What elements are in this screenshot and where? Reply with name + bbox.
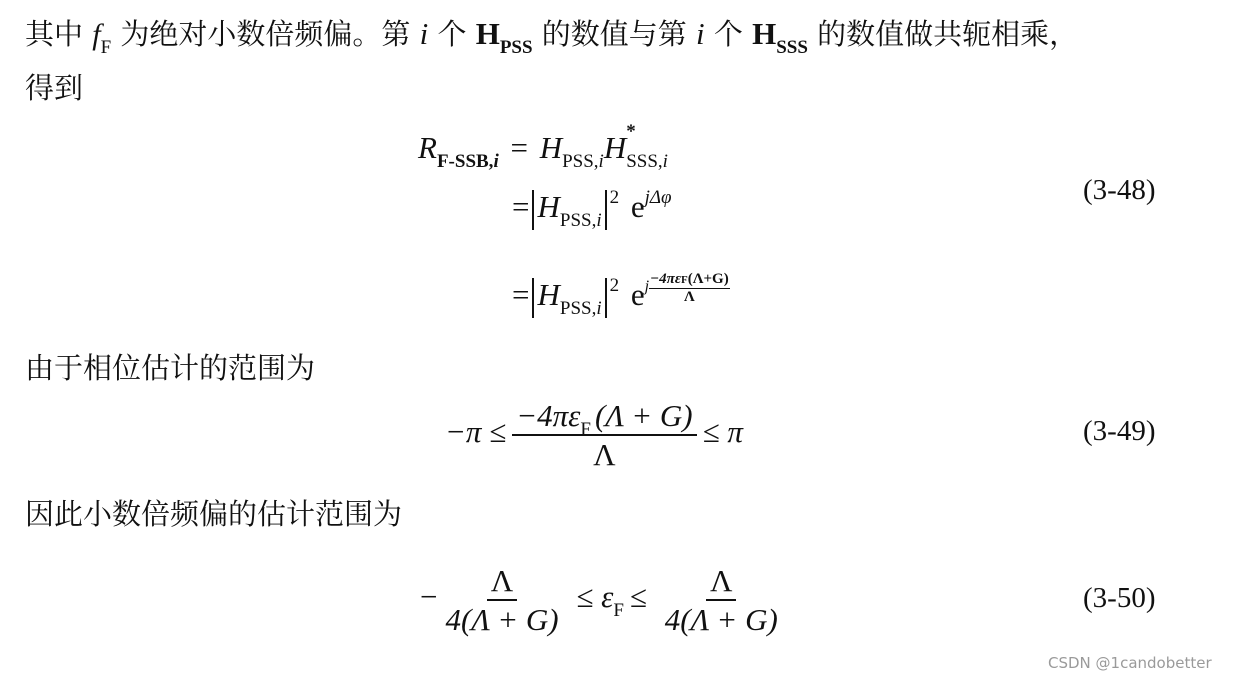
text-value-with: 的数值与第	[541, 17, 687, 51]
equation-number-3-50: (3-50)	[1083, 582, 1156, 614]
text-ge: 个	[437, 17, 467, 51]
exponent-fraction: −4πεF(Λ+G) Λ	[650, 271, 729, 306]
symbol-h-pss: $H_{PSS}$	[475, 16, 533, 58]
text-qizhong: 其中	[25, 17, 84, 51]
paragraph-line-1	[25, 16, 1079, 58]
eq49-fraction: $\frac{-4\pi\varepsilon_F (\Lambda + G)}{\Lambda}$	[512, 400, 696, 470]
eq48-line-2: = $H_{PSS,i}^2$ $e^{j\Delta\varphi}$	[512, 187, 672, 232]
paragraph-line-2: 得到	[25, 71, 84, 105]
text-ge-2: 个	[713, 17, 743, 51]
eq50: − $\frac{\Lambda}{4(\Lambda + G)}$ ≤ $\varepsilon_F$ ≤ $\frac{\Lambda}{4(\Lambda + G)}$	[420, 565, 782, 635]
symbol-i: i	[419, 16, 429, 51]
symbol-h-sss: $H_{SSS}$	[752, 16, 808, 58]
equation-number-3-49: (3-49)	[1083, 415, 1156, 447]
eq49: −π ≤ $\frac{-4\pi\varepsilon_F (\Lambda + G)}{\Lambda}$ ≤ π	[445, 398, 743, 472]
eq48-line-1: $R_{F-SSB,i} = H_{PSS,i}H$ * $_{SSS,i}$	[418, 121, 668, 172]
text-estimate-range: 因此小数倍频偏的估计范围为	[25, 497, 403, 531]
equation-number-3-48: (3-48)	[1083, 174, 1156, 206]
symbol-f: $f_F$	[92, 18, 112, 58]
text-fractional-offset: 为绝对小数倍频偏。第	[120, 17, 411, 51]
eq50-fraction-left: $\frac{\Lambda}{4(\Lambda + G)}$	[445, 563, 559, 637]
text-phase-range: 由于相位估计的范围为	[25, 351, 316, 385]
symbol-i-2: i	[696, 16, 705, 51]
eq48-line-3: = $H_{PSS,i}^2$ $e^j$ −4πεF(Λ+G) Λ	[512, 271, 729, 320]
watermark: CSDN @1candobetter	[1048, 654, 1212, 672]
eq50-fraction-right: $\frac{\Lambda}{4(\Lambda + G)}$	[664, 563, 778, 637]
text-conjugate-multiply: 的数值做共轭相乘，	[817, 17, 1079, 51]
